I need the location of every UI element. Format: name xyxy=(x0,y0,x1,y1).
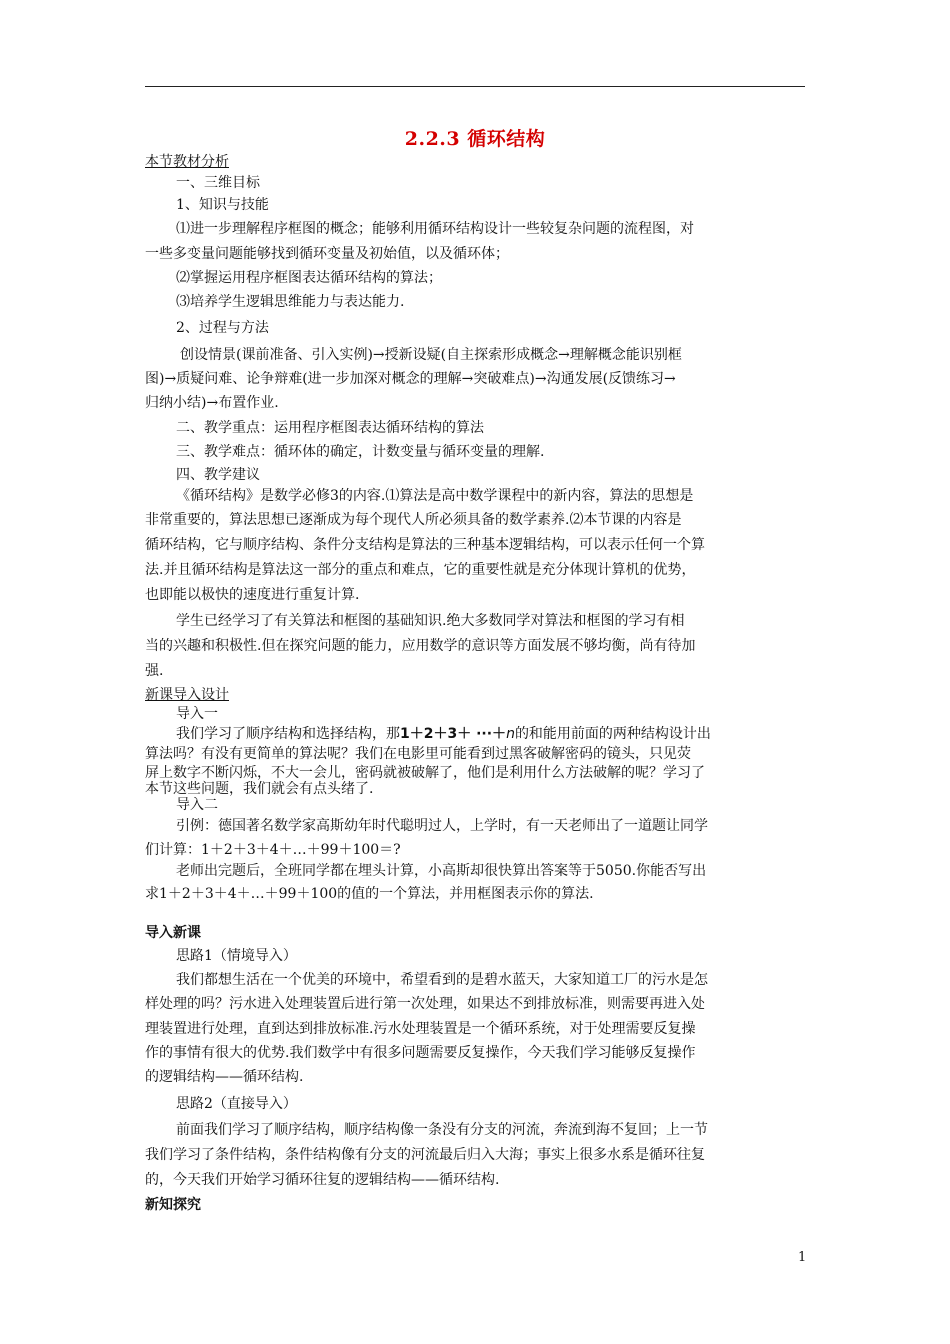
page-title: 2.2.3 循环结构 xyxy=(404,128,546,150)
knowledge-item-2: ⑵掌握运用程序框图表达循环结构的算法； xyxy=(176,270,442,286)
suggestion-text-e: 也即能以极快的速度进行重复计算. xyxy=(145,587,360,603)
intro-two-text-f: 们计算：1＋2＋3＋4＋…＋99＋100＝? xyxy=(145,842,401,858)
header-rule xyxy=(145,86,805,87)
knowledge-heading: 1、知识与技能 xyxy=(176,197,269,213)
intro-one-text-c: 屏上数字不断闪烁，不大一会儿，密码就被破解了，他们是利用什么方法破解的呢？学习了 xyxy=(145,765,705,781)
idea-one-text-a: 我们都想生活在一个优美的环境中，希望看到的是碧水蓝天，大家知道工厂的污水是怎 xyxy=(176,972,708,988)
goals-heading: 一、三维目标 xyxy=(176,175,260,191)
intro-design-heading: 新课导入设计 xyxy=(145,687,229,703)
new-lesson-heading: 导入新课 xyxy=(145,925,201,941)
intro-one-text-a-post: 的和能用前面的两种结构设计出 xyxy=(514,726,711,742)
suggestion-text-f: 学生已经学习了有关算法和框图的基础知识.绝大多数同学对算法和框图的学习有相 xyxy=(176,613,685,629)
idea-one-heading: 思路1（情境导入） xyxy=(176,948,297,964)
suggestion-text-h: 强. xyxy=(145,663,164,679)
page-number: 1 xyxy=(798,1250,807,1265)
idea-two-heading: 思路2（直接导入） xyxy=(176,1096,297,1112)
knowledge-item-3: ⑶培养学生逻辑思维能力与表达能力. xyxy=(176,294,405,310)
process-text-b: 图)→质疑问难、论争辩难(进一步加深对概念的理解→突破难点)→沟通发展(反馈练习→ xyxy=(145,371,676,387)
idea-two-text-g: 我们学习了条件结构，条件结构像有分支的河流最后归入大海；事实上很多水系是循环往复 xyxy=(145,1147,705,1163)
intro-two-heading: 导入二 xyxy=(176,797,218,813)
variable-n: n xyxy=(506,726,515,742)
suggestion-text-d: 法.并且循环结构是算法这一部分的重点和难点，它的重要性就是充分体现计算机的优势， xyxy=(145,562,696,578)
idea-one-text-e: 的逻辑结构——循环结构. xyxy=(145,1069,304,1085)
intro-two-text-e: 引例：德国著名数学家高斯幼年时代聪明过人，上学时，有一天老师出了一道题让同学 xyxy=(176,818,708,834)
intro-two-text-g: 老师出完题后，全班同学都在埋头计算，小高斯却很快算出答案等于5050.你能否写出 xyxy=(176,863,707,879)
process-text-a: 创设情景(课前准备、引入实例)→授新设疑(自主探索形成概念→理解概念能识别框 xyxy=(180,347,682,363)
idea-one-text-b: 样处理的吗？污水进入处理装置后进行第一次处理，如果达不到排放标准，则需要再进入处 xyxy=(145,996,705,1012)
idea-two-text-f: 前面我们学习了顺序结构，顺序结构像一条没有分支的河流，奔流到海不复回；上一节 xyxy=(176,1122,708,1138)
idea-one-text-d: 作的事情有很大的优势.我们数学中有很多问题需要反复操作，今天我们学习能够反复操作 xyxy=(145,1045,696,1061)
sum-expression: 1＋2＋3＋ ···＋ xyxy=(400,726,507,742)
explore-heading: 新知探究 xyxy=(145,1197,201,1213)
section-heading-analysis: 本节教材分析 xyxy=(145,154,229,170)
suggestion-heading: 四、教学建议 xyxy=(176,467,260,483)
intro-one-text-a-pre: 我们学习了顺序结构和选择结构，那 xyxy=(176,726,400,742)
process-heading: 2、过程与方法 xyxy=(176,320,269,336)
intro-one-text-d: 本节这些问题，我们就会有点头绪了. xyxy=(145,781,374,797)
intro-one-text-b: 算法吗？有没有更简单的算法呢？我们在电影里可能看到过黑客破解密码的镜头，只见荧 xyxy=(145,746,691,762)
intro-one-text-a xyxy=(176,724,711,744)
knowledge-item-1a: ⑴进一步理解程序框图的概念；能够利用循环结构设计一些较复杂问题的流程图，对 xyxy=(176,221,694,237)
suggestion-text-g: 当的兴趣和积极性.但在探究问题的能力，应用数学的意识等方面发展不够均衡，尚有待加 xyxy=(145,638,696,654)
intro-two-text-h: 求1＋2＋3＋4＋…＋99＋100的值的一个算法，并用框图表示你的算法. xyxy=(145,886,594,902)
intro-one-heading: 导入一 xyxy=(176,706,218,722)
suggestion-text-a: 《循环结构》是数学必修3的内容.⑴算法是高中数学课程中的新内容，算法的思想是 xyxy=(176,488,694,504)
idea-two-text-h: 的，今天我们开始学习循环往复的逻辑结构——循环结构. xyxy=(145,1172,500,1188)
key-point: 二、教学重点：运用程序框图表达循环结构的算法 xyxy=(176,420,484,436)
suggestion-text-c: 循环结构，它与顺序结构、条件分支结构是算法的三种基本逻辑结构，可以表示任何一个算 xyxy=(145,537,705,553)
process-text-c: 归纳小结)→布置作业. xyxy=(145,395,279,411)
difficulty: 三、教学难点：循环体的确定，计数变量与循环变量的理解. xyxy=(176,444,545,460)
knowledge-item-1b: 一些多变量问题能够找到循环变量及初始值，以及循环体； xyxy=(145,246,509,262)
suggestion-text-b: 非常重要的，算法思想已逐渐成为每个现代人所必须具备的数学素养.⑵本节课的内容是 xyxy=(145,512,682,528)
idea-one-text-c: 理装置进行处理，直到达到排放标准.污水处理装置是一个循环系统，对于处理需要反复操 xyxy=(145,1021,696,1037)
